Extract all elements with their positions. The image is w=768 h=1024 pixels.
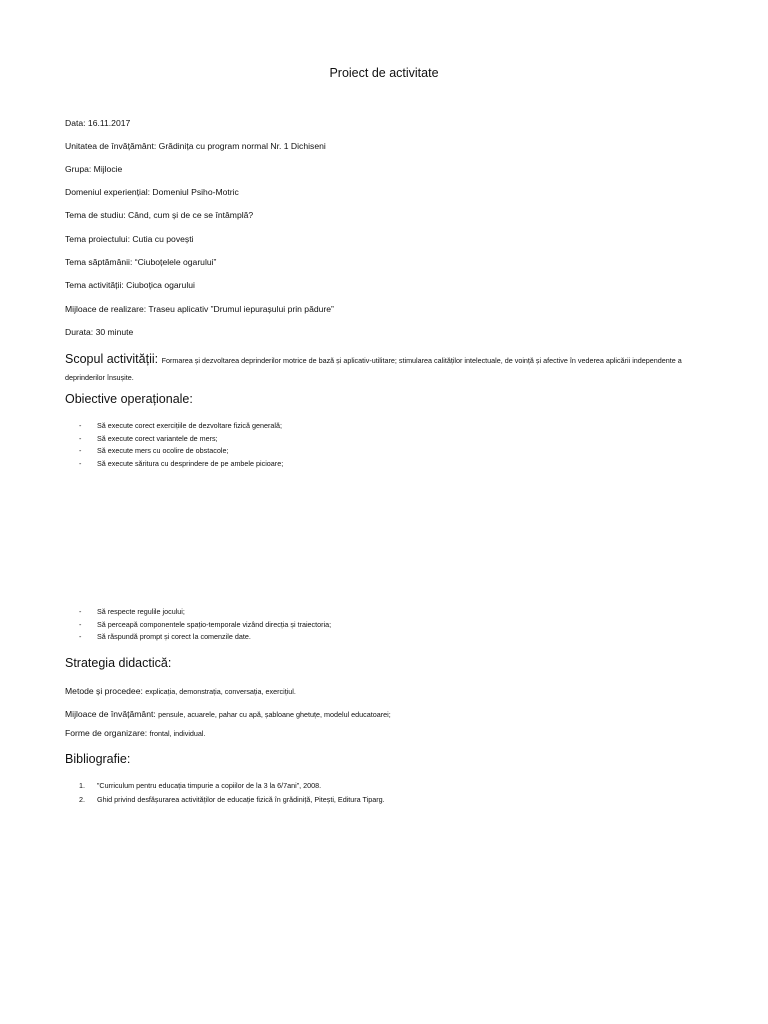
field-means: Mijloace de realizare: Traseu aplicativ ”Drumul iepurașului prin pădure” [65, 304, 334, 314]
dash-bullet: - [79, 632, 82, 641]
list-item: - Să execute mers cu ocolire de obstacole; [79, 445, 283, 458]
dash-bullet: - [79, 421, 82, 430]
means-label: Mijloace de învățământ: [65, 709, 156, 719]
objectives-list-1 [79, 420, 283, 470]
field-activity-theme: Tema activității: Ciuboțica ogarului [65, 280, 195, 290]
field-duration: Durata: 30 minute [65, 327, 134, 337]
forms-text: frontal, individual. [149, 729, 206, 738]
scope-heading: Scopul activității: [65, 352, 159, 366]
objectives-list-2 [79, 606, 331, 644]
field-group: Grupa: Mijlocie [65, 164, 123, 174]
list-item: 2. Ghid privind desfășurarea activităților de educație fizică în grădiniță, Pitești, Editura Tiparg. [79, 793, 385, 807]
list-item: - Să răspundă prompt și corect la comenzile date. [79, 631, 331, 644]
item-number: 2. [79, 795, 85, 804]
field-date: Data: 16.11.2017 [65, 118, 131, 128]
bibliography-heading: Bibliografie: [65, 752, 131, 766]
bibliography-list [79, 779, 385, 807]
field-institution: Unitatea de învățământ: Grădinița cu program normal Nr. 1 Dichiseni [65, 141, 326, 151]
strategy-heading: Strategia didactică: [65, 656, 172, 670]
list-item: - Să execute săritura cu desprindere de pe ambele picioare; [79, 458, 283, 471]
means-text: pensule, acuarele, pahar cu apă, șabloane ghetuțe, modelul educatoarei; [158, 710, 391, 719]
field-domain: Domeniul experiențial: Domeniul Psiho-Motric [65, 187, 239, 197]
dash-bullet: - [79, 619, 82, 629]
list-item: - Să execute corect variantele de mers; [79, 433, 283, 446]
objectives-heading: Obiective operaționale: [65, 392, 193, 406]
scope-text: Formarea și dezvoltarea deprinderilor motrice de bază și aplicativ-utilitare; stimularea calităților intelectuale, de voință și afective în vederea aplicării independente a deprinderilor însușite. [65, 356, 682, 382]
field-project-theme: Tema proiectului: Cutia cu povești [65, 234, 194, 244]
strategy-means [65, 709, 391, 719]
list-item: 1. ”Curriculum pentru educația timpurie a copiilor de la 3 la 6/7ani”, 2008. [79, 779, 385, 793]
dash-bullet: - [79, 446, 82, 455]
list-item: - Să execute corect exercițiile de dezvoltare fizică generală; [79, 420, 283, 433]
document-title: Proiect de activitate [329, 66, 439, 80]
item-number: 1. [79, 781, 85, 790]
dash-bullet: - [79, 458, 82, 468]
dash-bullet: - [79, 433, 82, 443]
dash-bullet: - [79, 607, 82, 616]
strategy-forms [65, 728, 206, 738]
field-week-theme: Tema săptămânii: “Ciuboțelele ogarului” [65, 257, 217, 267]
methods-text: explicația, demonstrația, conversația, exercițiul. [145, 687, 296, 696]
field-study-theme: Tema de studiu: Când, cum și de ce se întâmplă? [65, 210, 254, 220]
forms-label: Forme de organizare: [65, 728, 148, 738]
list-item: - Să respecte regulile jocului; [79, 606, 331, 619]
list-item: - Să perceapă componentele spațio-temporale vizând direcția și traiectoria; [79, 619, 331, 632]
scope-section [65, 351, 705, 385]
strategy-methods [65, 686, 296, 696]
methods-label: Metode și procedee: [65, 686, 143, 696]
